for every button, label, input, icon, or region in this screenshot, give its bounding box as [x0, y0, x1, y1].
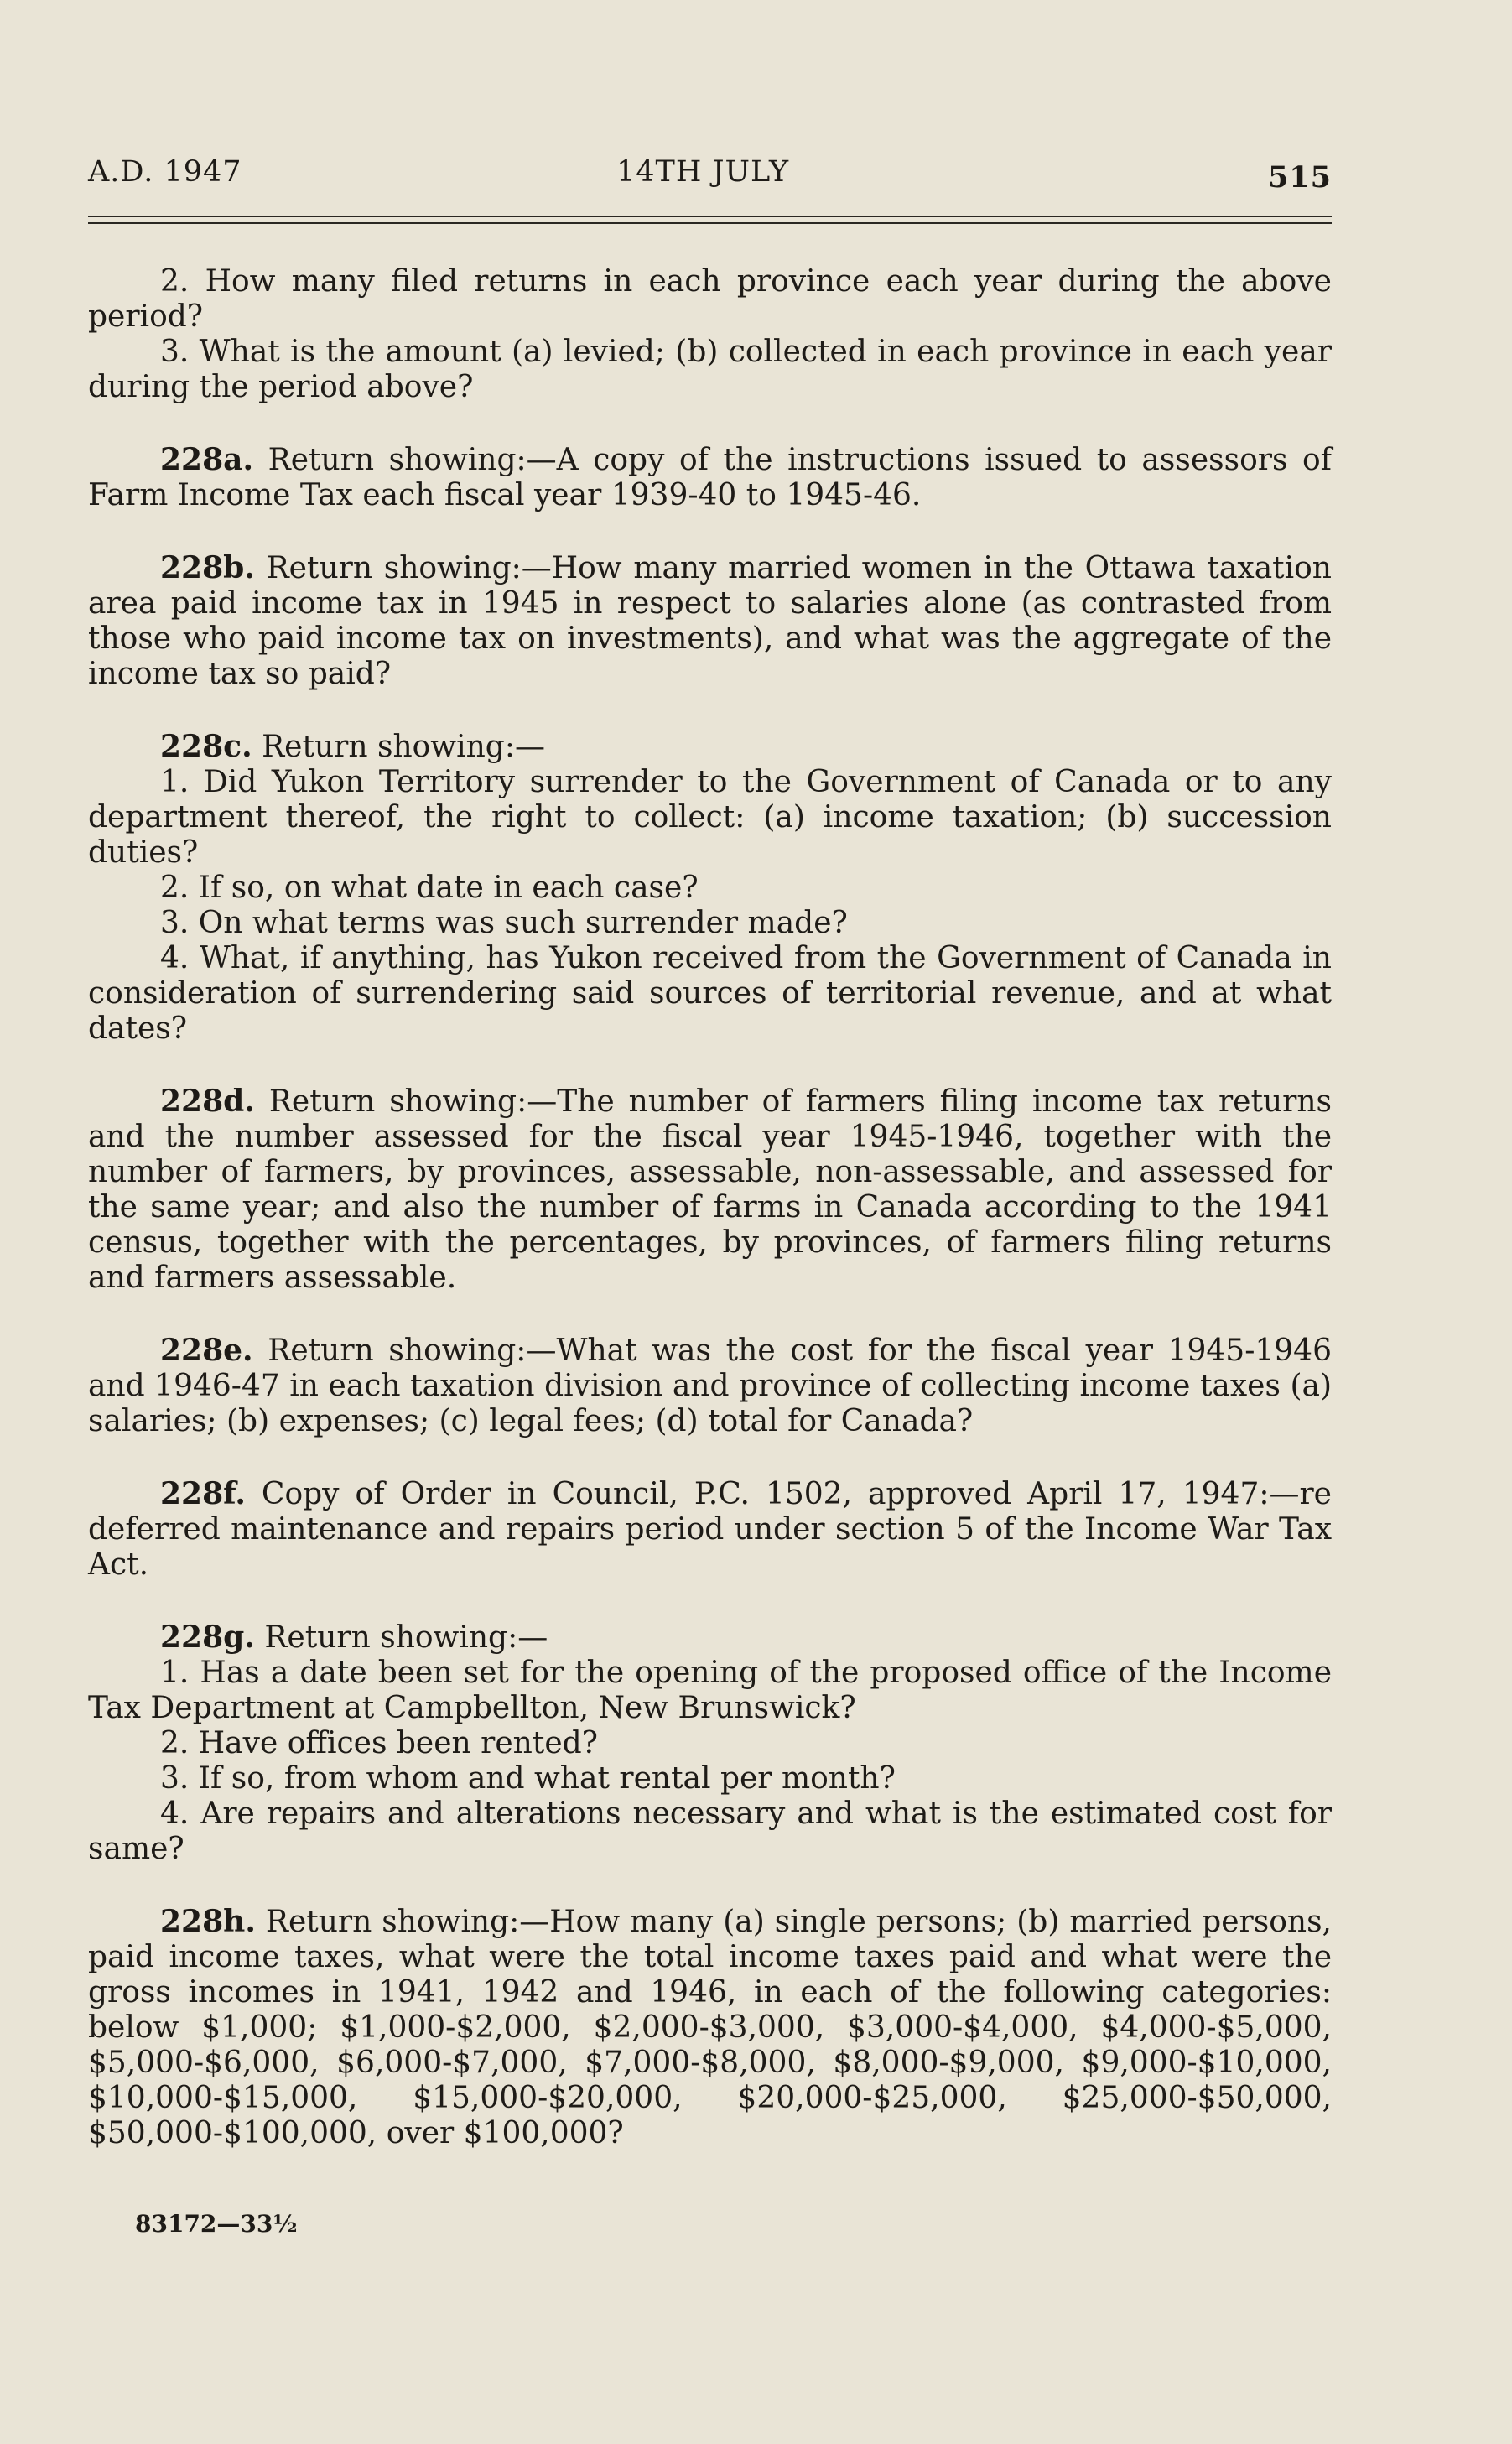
paragraph-text: Return showing:—The number of farmers filing income tax returns and the number assessed for the fiscal year 1945-1946, together with the number of farmers, by provinces, assessable, non-assessable, and assessed for the same year; and also the number of farms in Canada according to the 1941 census, together with the percentages, by provinces, of farmers filing returns and farmers assessable. — [88, 1084, 1332, 1295]
return-code: 228f. — [160, 1476, 246, 1511]
question-item — [88, 264, 1332, 335]
question-item — [88, 1797, 1332, 1867]
return-code: 228b. — [160, 550, 255, 585]
header-date: 14TH JULY — [616, 155, 790, 189]
paragraph-gap — [88, 1583, 1332, 1620]
paragraph-text: Return showing:—What was the cost for the fiscal year 1945-1946 and 1946-47 in each taxation division and province of collecting income taxes (a) salaries; (b) expenses; (c) legal fees; (d) total for Canada? — [88, 1334, 1332, 1438]
paragraph-text: 3. If so, from whom and what rental per month? — [160, 1761, 896, 1796]
question-item — [88, 871, 1332, 906]
paragraph-gap — [88, 1047, 1332, 1084]
question-item — [88, 1726, 1332, 1761]
paragraph-text: Return showing:— — [262, 730, 545, 764]
paragraph-text: Copy of Order in Council, P.C. 1502, approved April 17, 1947:—re deferred maintenance and repairs period under section 5 of the Income War Tax Act. — [88, 1477, 1332, 1582]
return-code: 228h. — [160, 1904, 256, 1939]
paragraph-gap — [88, 405, 1332, 442]
paragraph-text: 1. Did Yukon Territory surrender to the Government of Canada or to any department thereof, the right to collect: (a) income taxation; (b) succession duties? — [88, 765, 1332, 870]
return-item — [88, 442, 1332, 513]
question-item — [88, 941, 1332, 1047]
document-body — [88, 264, 1332, 2151]
paragraph-gap — [88, 1296, 1332, 1333]
page-header — [88, 155, 1332, 205]
paragraph-text: 2. If so, on what date in each case? — [160, 871, 699, 905]
question-item — [88, 1761, 1332, 1797]
paragraph-text: Return showing:—A copy of the instructions issued to assessors of Farm Income Tax each fiscal year 1939-40 to 1945-46. — [88, 443, 1333, 512]
footer-code: 83172—33½ — [135, 2210, 298, 2238]
paragraph-gap — [88, 1439, 1332, 1476]
paragraph-text: 1. Has a date been set for the opening of the proposed office of the Income Tax Department at Campbellton, New Brunswick? — [88, 1656, 1332, 1725]
paragraph-text: Return showing:— — [264, 1620, 548, 1655]
question-item — [88, 765, 1332, 871]
return-code: 228d. — [160, 1084, 255, 1119]
return-item — [88, 1904, 1332, 2151]
return-item — [88, 550, 1332, 692]
paragraph-text: 3. What is the amount (a) levied; (b) collected in each province in each year during the period above? — [88, 335, 1332, 404]
return-code: 228g. — [160, 1620, 255, 1655]
page-number: 515 — [1267, 160, 1332, 195]
return-item — [88, 1476, 1332, 1583]
header-rule — [88, 216, 1332, 224]
return-code: 228c. — [160, 729, 252, 764]
paragraph-gap — [88, 513, 1332, 550]
return-item — [88, 1620, 1332, 1656]
paragraph-text: Return showing:—How many married women in the Ottawa taxation area paid income tax in 1945 in respect to salaries alone (as contrasted from those who paid income tax on investments), and what was the aggregate of the income tax so paid? — [88, 551, 1332, 691]
paragraph-gap — [88, 1867, 1332, 1904]
return-item — [88, 1084, 1332, 1296]
paragraph-text: Return showing:—How many (a) single persons; (b) married persons, paid income taxes, what were the total income taxes paid and what were the gross incomes in 1941, 1942 and 1946, in each of the following categories: below $1,000; $1,000-$2,000, $2,000-$3,000, $3,000-$4,000, $4,000-$5,000, $5,000-$6,000, $6,000-$7,000, $7,000-$8,000, $8,000-$9,000, $9,000-$10,000, $10,000-$15,000, $15,000-$20,000, $20,000-$25,000, $25,000-$50,000, $50,000-$100,000, over $100,000? — [88, 1905, 1332, 2150]
paragraph-text: 4. Are repairs and alterations necessary and what is the estimated cost for same? — [88, 1797, 1332, 1866]
paragraph-text: 4. What, if anything, has Yukon received from the Government of Canada in consideration of surrendering said sources of territorial revenue, and at what dates? — [88, 941, 1332, 1046]
paragraph-gap — [88, 692, 1332, 729]
return-item — [88, 1333, 1332, 1439]
return-item — [88, 729, 1332, 765]
return-code: 228a. — [160, 442, 254, 477]
question-item — [88, 1656, 1332, 1726]
paragraph-text: 3. On what terms was such surrender made? — [160, 906, 848, 940]
paragraph-text: 2. How many filed returns in each province each year during the above period? — [88, 264, 1332, 334]
question-item — [88, 906, 1332, 941]
question-item — [88, 335, 1332, 405]
return-code: 228e. — [160, 1333, 253, 1368]
paragraph-text: 2. Have offices been rented? — [160, 1726, 598, 1760]
header-year: A.D. 1947 — [88, 155, 242, 189]
